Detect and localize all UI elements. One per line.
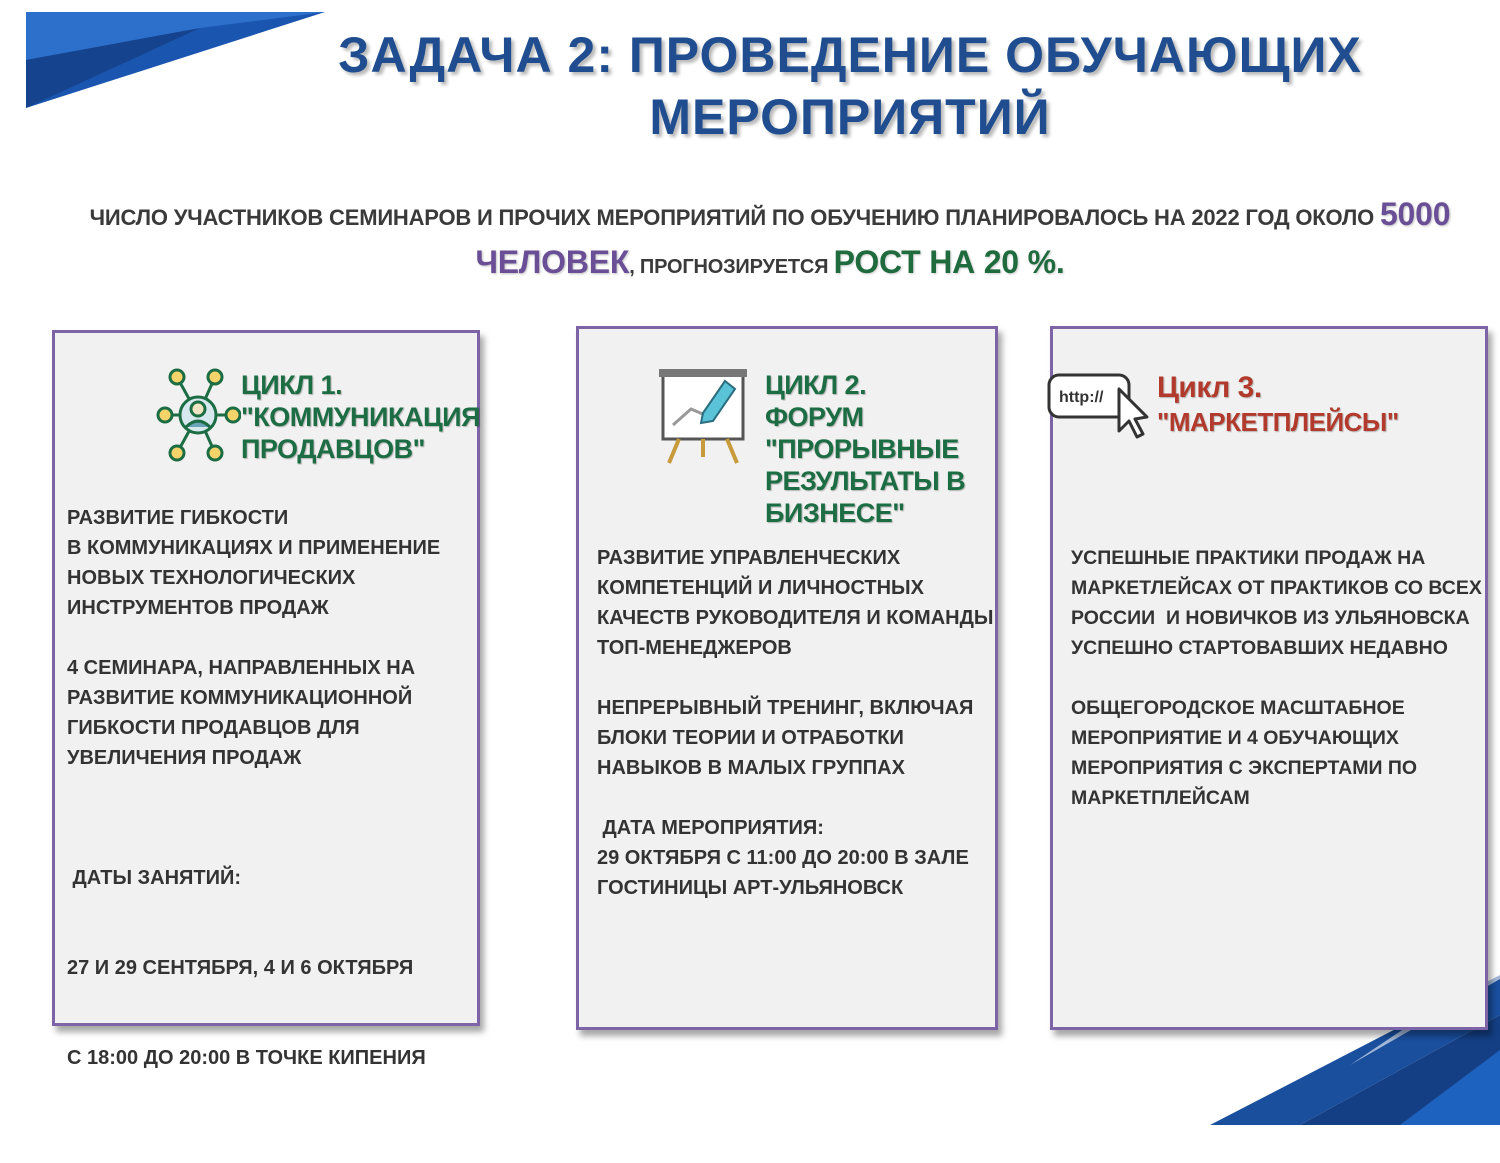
body-line: РАЗВИТИЕ КОММУНИКАЦИОННОЙ [67, 687, 413, 709]
cycle-3-heading-line: Цикл 3. [1157, 371, 1262, 404]
http-cursor-icon [1045, 369, 1149, 441]
body-line: 27 И 29 СЕНТЯБРЯ, 4 И 6 ОКТЯБРЯ [67, 957, 414, 979]
cycle-2-paragraph [597, 543, 993, 663]
cycle-2-heading-line: ФОРУМ [765, 402, 864, 432]
body-line: ДАТА МЕРОПРИЯТИЯ: [597, 817, 824, 839]
cycle-1-heading-line: "КОММУНИКАЦИЯ [241, 402, 480, 432]
body-line: КАЧЕСТВ РУКОВОДИТЕЛЯ И КОМАНДЫ [597, 607, 994, 629]
body-line: ОБЩЕГОРОДСКОЕ МАСШТАБНОЕ [1071, 697, 1405, 719]
body-line: ГОСТИНИЦЫ АРТ-УЛЬЯНОВСК [597, 877, 904, 899]
body-line: МЕРОПРИЯТИЯ С ЭКСПЕРТАМИ ПО [1071, 757, 1418, 779]
cycle-2-card [576, 326, 998, 1030]
body-line: КОМПЕТЕНЦИЙ И ЛИЧНОСТНЫХ [597, 577, 924, 599]
body-line: 4 СЕМИНАРА, НАПРАВЛЕННЫХ НА [67, 657, 416, 679]
cycle-3-paragraph [1071, 693, 1482, 813]
cycle-2-paragraph [597, 693, 993, 783]
summary-number: 5000 [1379, 196, 1451, 232]
body-line: РАЗВИТИЕ ГИБКОСТИ [67, 507, 289, 529]
body-line: УВЕЛИЧЕНИЯ ПРОДАЖ [67, 747, 302, 769]
cycle-2-body [597, 543, 993, 933]
presentation-board-icon [659, 365, 749, 465]
summary-part-2: , ПРОГНОЗИРУЕТСЯ [629, 256, 834, 278]
cycle-1-heading [241, 369, 480, 465]
cycle-1-paragraph [67, 653, 440, 773]
page-title [330, 24, 1370, 148]
top-left-stripe-decoration [0, 0, 340, 120]
title-line-1: ЗАДАЧА 2: ПРОВЕДЕНИЕ ОБУЧАЮЩИХ [338, 27, 1362, 83]
body-line: ГИБКОСТИ ПРОДАВЦОВ ДЛЯ [67, 717, 360, 739]
cycle-3-heading-line: "МАРКЕТПЛЕЙСЫ" [1157, 407, 1399, 437]
cycle-2-heading-line: "ПРОРЫВНЫЕ [765, 434, 959, 464]
body-line: РОССИИ И НОВИЧКОВ ИЗ УЛЬЯНОВСКА [1071, 607, 1470, 629]
cycle-1-body [67, 503, 440, 1163]
cycle-2-heading-line: РЕЗУЛЬТАТЫ В [765, 466, 966, 496]
body-line: МЕРОПРИЯТИЕ И 4 ОБУЧАЮЩИХ [1071, 727, 1399, 749]
cycle-1-paragraph [67, 503, 440, 623]
body-line: НОВЫХ ТЕХНОЛОГИЧЕСКИХ [67, 567, 356, 589]
body-line: БЛОКИ ТЕОРИИ И ОТРАБОТКИ [597, 727, 904, 749]
cycle-2-paragraph [597, 813, 993, 903]
cycle-3-heading [1157, 371, 1399, 439]
network-people-icon [155, 365, 241, 465]
body-line: В КОММУНИКАЦИЯХ И ПРИМЕНЕНИЕ [67, 537, 441, 559]
summary-text [40, 192, 1500, 289]
cycle-3-paragraph [1071, 543, 1482, 663]
body-line: НЕПРЕРЫВНЫЙ ТРЕНИНГ, ВКЛЮЧАЯ [597, 697, 974, 719]
body-line: 29 ОКТЯБРЯ С 11:00 ДО 20:00 В ЗАЛЕ [597, 847, 969, 869]
summary-people: ЧЕЛОВЕК [475, 244, 630, 280]
body-line: МАРКЕТПЛЕЙСАМ [1071, 787, 1250, 809]
body-line: С 18:00 ДО 20:00 В ТОЧКЕ КИПЕНИЯ [67, 1047, 426, 1069]
cycle-1-paragraph [67, 803, 440, 1133]
body-line: ИНСТРУМЕНТОВ ПРОДАЖ [67, 597, 329, 619]
cycle-1-card [52, 330, 480, 1069]
body-line: ДАТЫ ЗАНЯТИЙ: [67, 867, 242, 889]
http-icon-text: http:// [1059, 389, 1104, 406]
body-line: НАВЫКОВ В МАЛЫХ ГРУППАХ [597, 757, 905, 779]
title-line-2: МЕРОПРИЯТИЙ [649, 89, 1051, 145]
cycle-2-heading-line: БИЗНЕСЕ" [765, 498, 905, 528]
body-line: УСПЕШНО СТАРТОВАВШИХ НЕДАВНО [1071, 637, 1448, 659]
summary-part-1: ЧИСЛО УЧАСТНИКОВ СЕМИНАРОВ И ПРОЧИХ МЕРОПРИЯТИЙ ПО ОБУЧЕНИЮ ПЛАНИРОВАЛОСЬ НА 2022 ГОД ОКОЛО [89, 205, 1380, 230]
cycle-1-heading-line: ЦИКЛ 1. [241, 370, 343, 400]
cycle-3-card [1050, 326, 1488, 1030]
cycle-2-heading-line: ЦИКЛ 2. [765, 370, 867, 400]
cycle-1-heading-line: ПРОДАВЦОВ" [241, 434, 425, 464]
summary-growth: РОСТ НА 20 %. [833, 244, 1065, 280]
cycle-3-body [1071, 543, 1482, 843]
body-line: МАРКЕТЛЕЙСАХ ОТ ПРАКТИКОВ СО ВСЕХ [1071, 577, 1482, 599]
body-line: ТОП-МЕНЕДЖЕРОВ [597, 637, 792, 659]
cycle-2-heading [765, 369, 965, 529]
body-line: УСПЕШНЫЕ ПРАКТИКИ ПРОДАЖ НА [1071, 547, 1426, 569]
body-line: РАЗВИТИЕ УПРАВЛЕНЧЕСКИХ [597, 547, 901, 569]
